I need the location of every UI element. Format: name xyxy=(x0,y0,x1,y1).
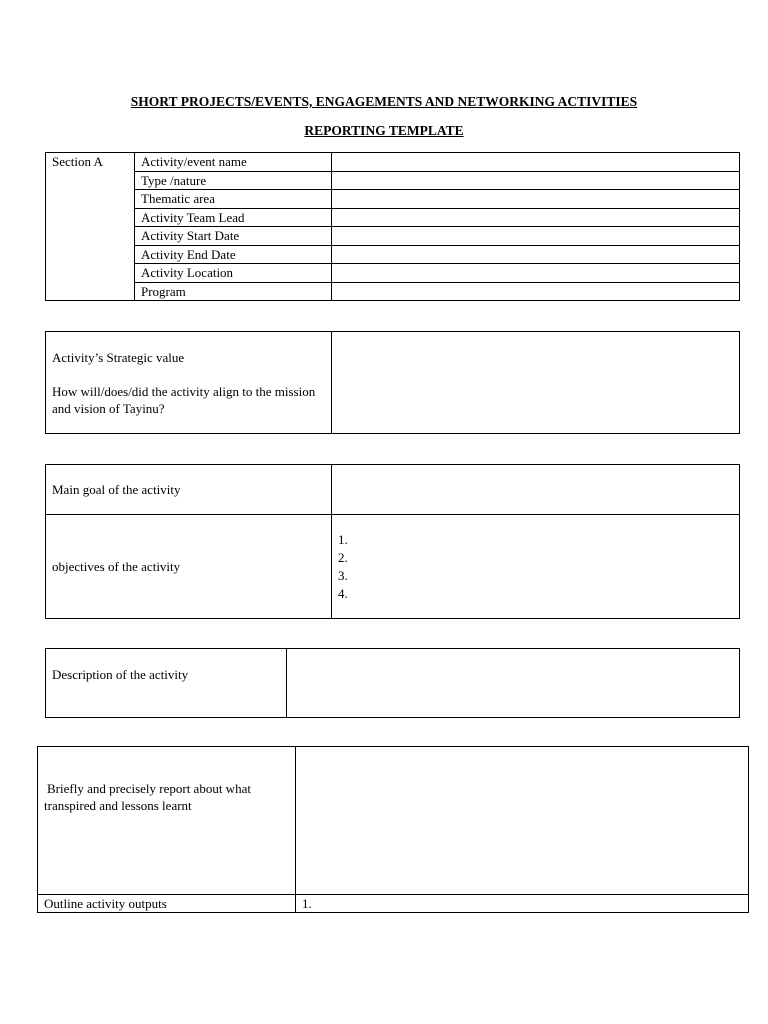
main-goal-label: Main goal of the activity xyxy=(46,465,332,515)
field-value-cell[interactable] xyxy=(332,209,740,227)
field-value-cell[interactable] xyxy=(332,227,740,246)
strategic-value-question: How will/does/did the activity align to the mission and vision of Tayinu? xyxy=(52,383,316,416)
field-label: Thematic area xyxy=(135,190,332,209)
field-label: Activity/event name xyxy=(135,153,332,172)
strategic-value-table xyxy=(45,331,740,434)
output-number: 1. xyxy=(302,896,312,911)
objective-number: 1. xyxy=(338,531,348,547)
field-value-cell[interactable] xyxy=(332,153,740,172)
report-table xyxy=(37,746,749,913)
field-value-cell[interactable] xyxy=(332,264,740,283)
objectives-input-cell[interactable] xyxy=(332,515,740,619)
strategic-value-title: Activity’s Strategic value xyxy=(52,349,185,365)
description-input-cell[interactable] xyxy=(287,649,740,718)
objective-number: 3. xyxy=(338,567,348,583)
section-a-label: Section A xyxy=(46,153,135,301)
field-label: Activity Team Lead xyxy=(135,209,332,227)
outputs-input-cell[interactable] xyxy=(296,895,749,913)
objective-number: 2. xyxy=(338,549,348,565)
objectives-label: objectives of the activity xyxy=(46,515,332,619)
field-label: Type /nature xyxy=(135,172,332,190)
description-table xyxy=(45,648,740,718)
document-subtitle: REPORTING TEMPLATE xyxy=(304,123,464,138)
field-label: Activity Location xyxy=(135,264,332,283)
field-label: Program xyxy=(135,283,332,301)
field-label: Activity Start Date xyxy=(135,227,332,246)
field-label: Activity End Date xyxy=(135,246,332,264)
outputs-label: Outline activity outputs xyxy=(38,895,296,913)
report-input-cell[interactable] xyxy=(296,747,749,895)
report-label-text: Briefly and precisely report about what transpired and lessons learnt xyxy=(44,781,251,813)
document-title: SHORT PROJECTS/EVENTS, ENGAGEMENTS AND NETWORKING ACTIVITIES xyxy=(130,94,638,109)
objectives-list xyxy=(338,531,733,603)
field-value-cell[interactable] xyxy=(332,246,740,264)
section-a-table xyxy=(45,152,740,301)
objective-number: 4. xyxy=(338,585,348,601)
goals-table xyxy=(45,464,740,619)
strategic-value-label-cell xyxy=(46,332,332,434)
strategic-value-input-cell[interactable] xyxy=(332,332,740,434)
field-value-cell[interactable] xyxy=(332,283,740,301)
report-label xyxy=(38,747,296,895)
main-goal-input-cell[interactable] xyxy=(332,465,740,515)
field-value-cell[interactable] xyxy=(332,190,740,209)
description-label xyxy=(46,649,287,718)
description-label-text: Description of the activity xyxy=(52,667,189,682)
field-value-cell[interactable] xyxy=(332,172,740,190)
